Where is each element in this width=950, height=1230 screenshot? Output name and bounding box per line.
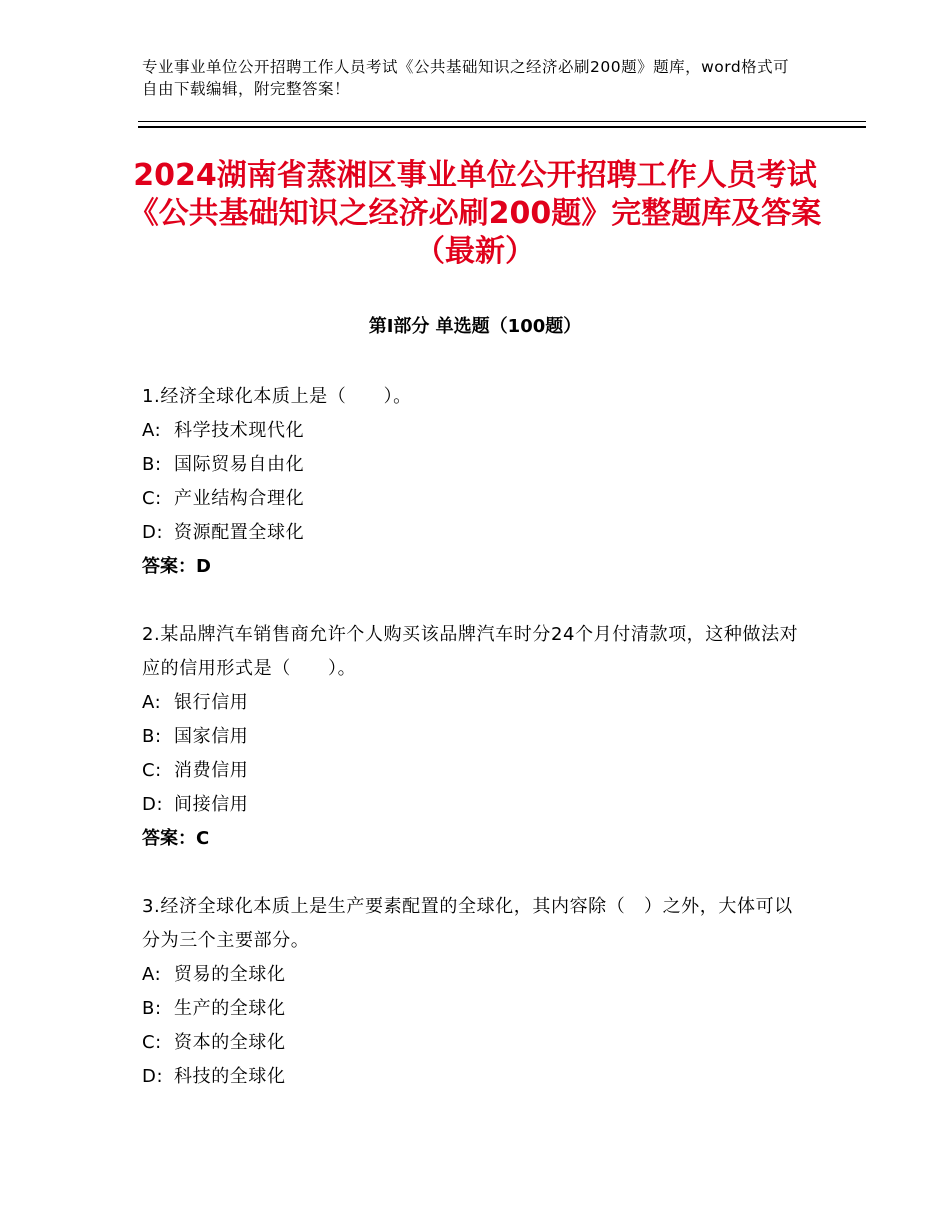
option-key: A: [142, 420, 162, 441]
option-d [142, 516, 802, 550]
option-key: B: [142, 998, 162, 1019]
option-key: B: [142, 454, 162, 475]
option-b [142, 992, 802, 1026]
header-divider [138, 121, 866, 128]
option-text: 消费信用 [174, 760, 249, 781]
option-key: D: [142, 1066, 164, 1087]
option-key: A: [142, 964, 162, 985]
question-stem: 2.某品牌汽车销售商允许个人购买该品牌汽车时分24个月付清款项，这种做法对应的信用形式是（ ）。 [142, 624, 799, 679]
option-key: B: [142, 726, 162, 747]
option-key: C: [142, 1032, 162, 1053]
option-d [142, 788, 802, 822]
option-text: 国际贸易自由化 [174, 454, 305, 475]
option-text: 生产的全球化 [174, 998, 286, 1019]
option-key: C: [142, 760, 162, 781]
option-text: 国家信用 [174, 726, 249, 747]
option-a [142, 686, 802, 720]
option-key: D: [142, 794, 164, 815]
question-stem: 1.经济全球化本质上是（ ）。 [142, 386, 412, 407]
option-a [142, 414, 802, 448]
option-text: 贸易的全球化 [174, 964, 286, 985]
answer: 答案：C [142, 828, 210, 849]
question-stem: 3.经济全球化本质上是生产要素配置的全球化，其内容除（ ）之外，大体可以分为三个主要部分。 [142, 896, 793, 951]
option-text: 科学技术现代化 [174, 420, 305, 441]
option-text: 银行信用 [174, 692, 249, 713]
option-key: C: [142, 488, 162, 509]
option-text: 产业结构合理化 [174, 488, 305, 509]
option-c [142, 754, 802, 788]
option-key: A: [142, 692, 162, 713]
section-heading: 第I部分 单选题（100题） [368, 316, 582, 337]
option-b [142, 448, 802, 482]
document-title: 2024湖南省蒸湘区事业单位公开招聘工作人员考试《公共基础知识之经济必刷200题》完整题库及答案（最新） [128, 158, 822, 269]
option-text: 资源配置全球化 [174, 522, 305, 543]
option-key: D: [142, 522, 164, 543]
option-c [142, 482, 802, 516]
option-d [142, 1060, 802, 1094]
option-text: 资本的全球化 [174, 1032, 286, 1053]
option-text: 科技的全球化 [174, 1066, 286, 1087]
question-list [142, 380, 802, 1128]
answer: 答案：D [142, 556, 211, 577]
option-text: 间接信用 [174, 794, 249, 815]
question-2 [142, 618, 802, 856]
page-header: 专业事业单位公开招聘工作人员考试《公共基础知识之经济必刷200题》题库，word格式可自由下载编辑，附完整答案！ [142, 58, 790, 98]
option-b [142, 720, 802, 754]
question-3 [142, 890, 802, 1094]
option-c [142, 1026, 802, 1060]
question-1 [142, 380, 802, 584]
option-a [142, 958, 802, 992]
